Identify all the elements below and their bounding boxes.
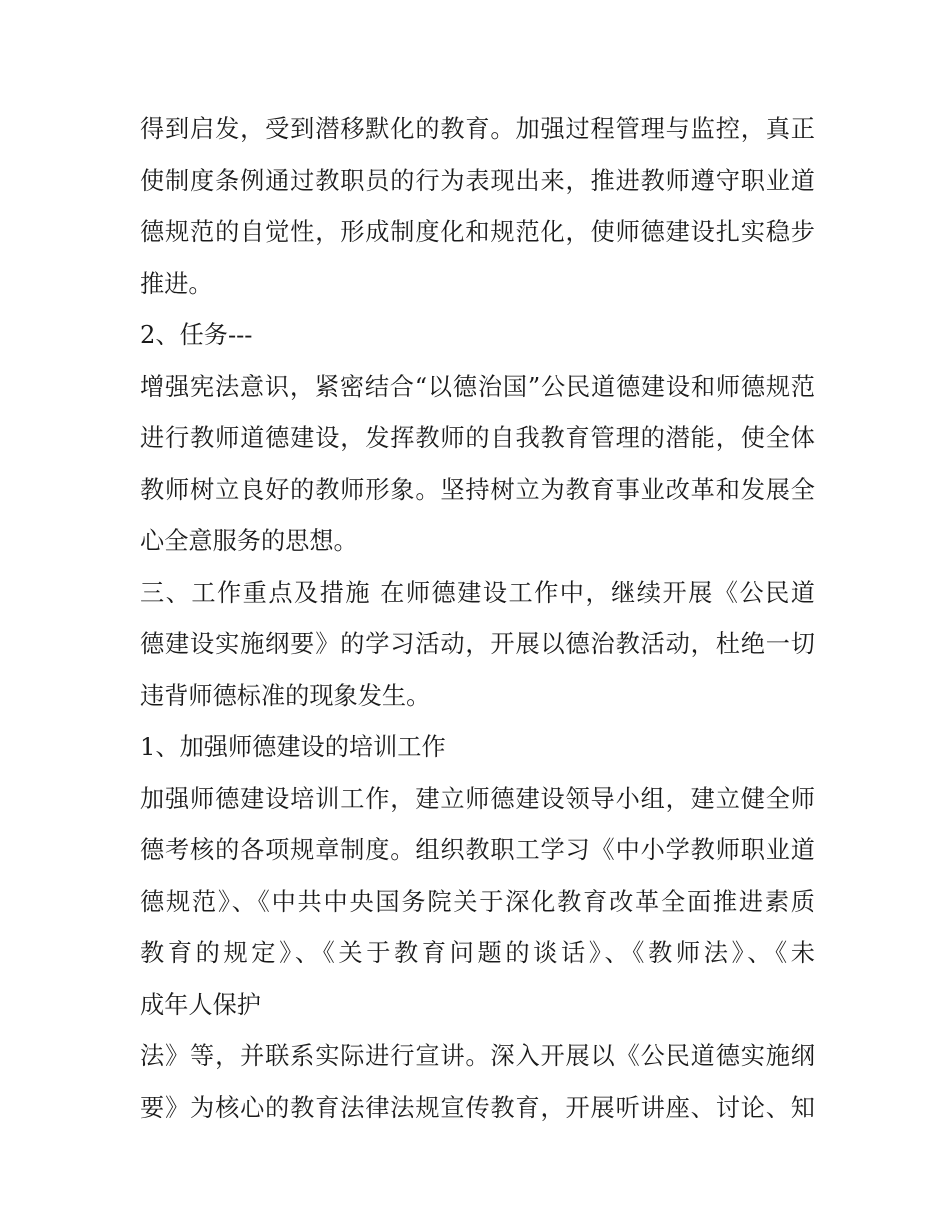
text-line: 教育的规定》、《关于教育问题的谈话》、《教师法》、《未	[140, 939, 815, 967]
text-line: 推进。	[140, 269, 213, 298]
text-line: 成年人保护	[140, 990, 261, 1019]
section-heading: 2、任务---	[140, 321, 253, 349]
text-line: 使制度条例通过教职员的行为表现出来，推进教师遵守职业道	[140, 166, 815, 195]
text-line: 加强师德建设培训工作，建立师德建设领导小组，建立健全师	[140, 784, 815, 813]
text-line: 增强宪法意识，紧密结合“以德治国”公民道德建设和师德规范	[140, 372, 815, 401]
text-line: 德规范的自觉性，形成制度化和规范化，使师德建设扎实稳步	[140, 218, 815, 246]
text-line: 德建设实施纲要》的学习活动，开展以德治教活动，杜绝一切	[140, 630, 815, 658]
body-text	[140, 104, 815, 1134]
text-line: 德考核的各项规章制度。组织教职工学习《中小学教师职业道	[140, 836, 815, 864]
section-heading: 三、工作重点及措施 在师德建设工作中，继续开展《公民道	[140, 578, 815, 607]
text-line: 教师树立良好的教师形象。坚持树立为教育事业改革和发展全	[140, 475, 815, 504]
text-line: 法》等，并联系实际进行宣讲。深入开展以《公民道德实施纲	[140, 1042, 815, 1070]
text-line: 要》为核心的教育法律法规宣传教育，开展听讲座、讨论、知	[140, 1093, 815, 1122]
text-line: 得到启发，受到潜移默化的教育。加强过程管理与监控，真正	[140, 115, 815, 143]
text-line: 德规范》、《中共中央国务院关于深化教育改革全面推进素质	[140, 887, 815, 916]
text-line: 违背师德标准的现象发生。	[140, 681, 431, 710]
text-line: 心全意服务的思想。	[140, 527, 358, 555]
text-line: 进行教师道德建设，发挥教师的自我教育管理的潜能，使全体	[140, 424, 815, 452]
section-heading: 1、加强师德建设的培训工作	[140, 733, 446, 761]
